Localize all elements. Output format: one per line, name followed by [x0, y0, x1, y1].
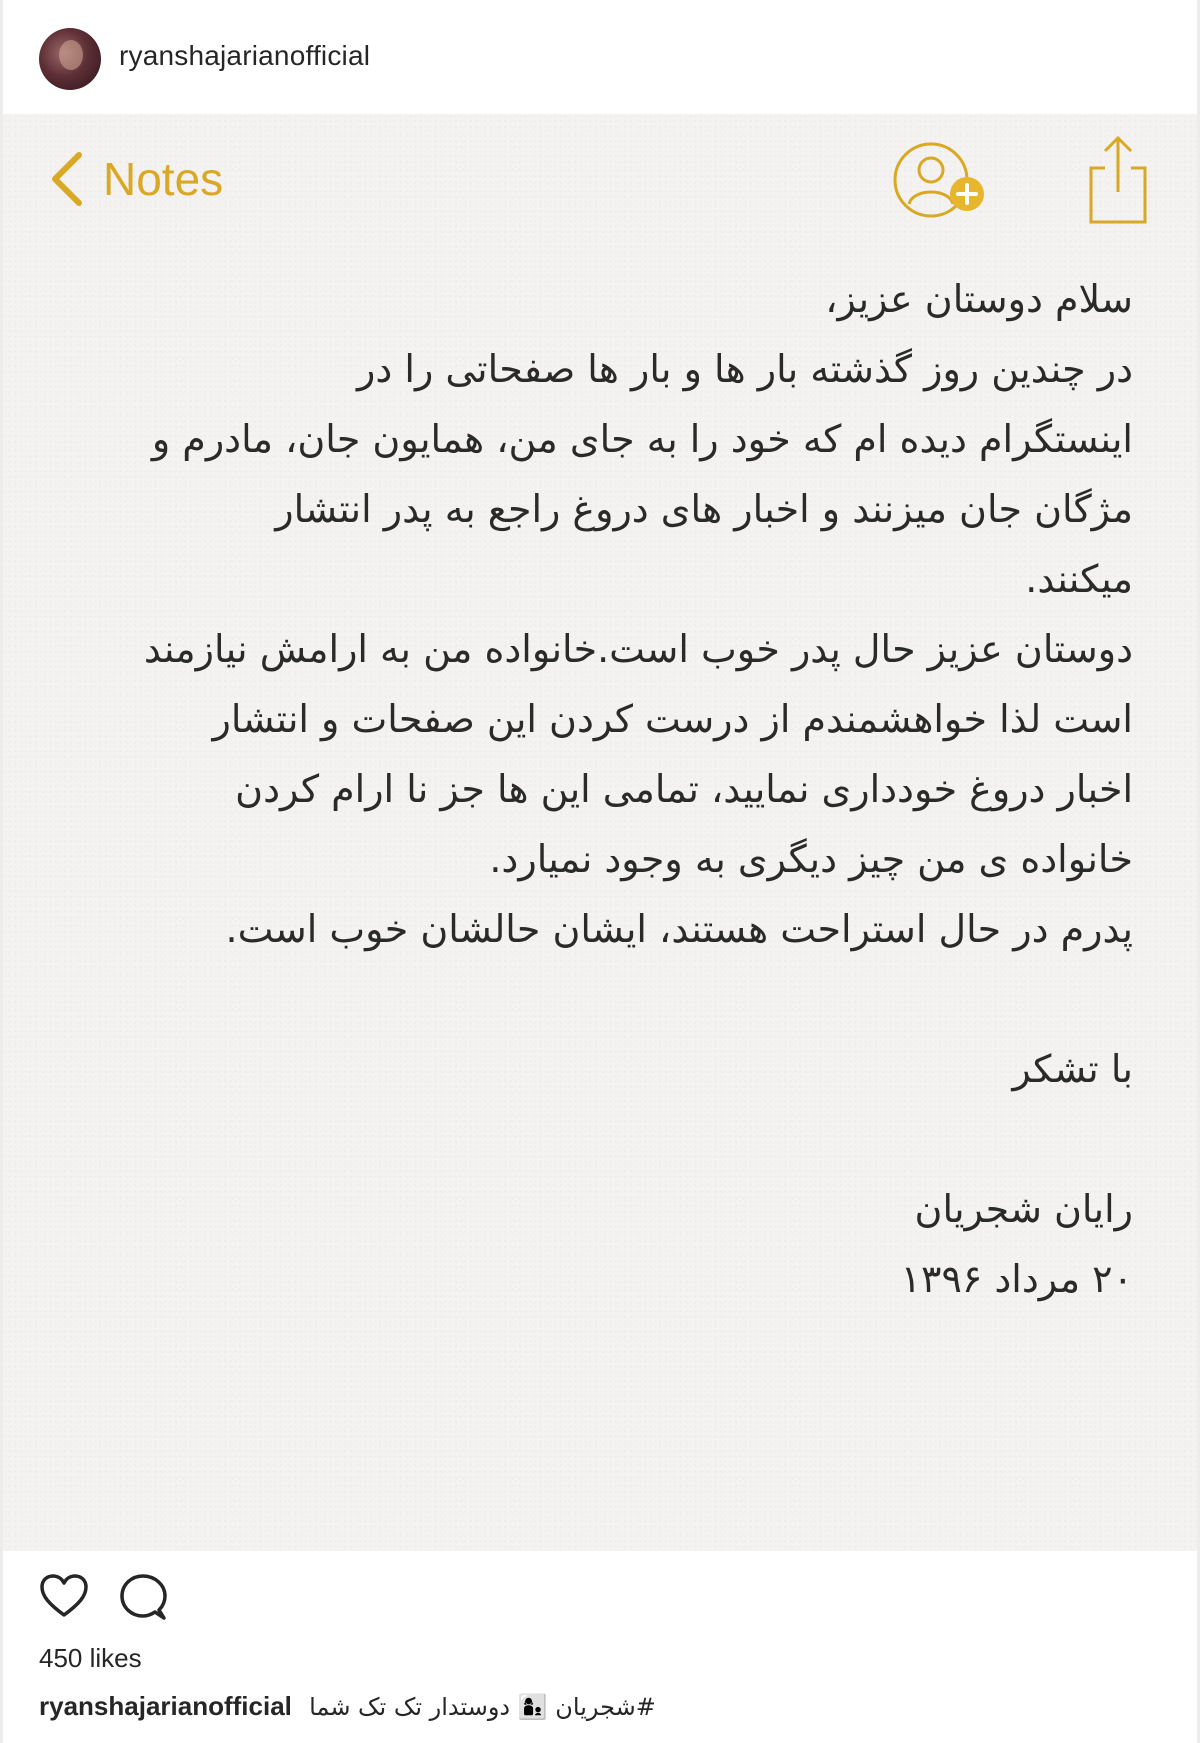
caption-username[interactable]: ryanshajarianofficial [39, 1691, 292, 1721]
post-footer [3, 1551, 1197, 1743]
avatar[interactable] [39, 28, 101, 90]
add-person-icon[interactable] [887, 136, 995, 228]
note-closing: با تشکر [1012, 1047, 1133, 1091]
caption-text: #شجریان 👩‍👦 دوستدار تک تک شما [309, 1693, 656, 1721]
post-header [3, 0, 1197, 114]
note-line: دوستان عزیز حال پدر خوب است.خانواده من به ارامش نیازمند [143, 627, 1133, 671]
note-date: ۲۰ مرداد ۱۳۹۶ [900, 1257, 1133, 1301]
note-signature: رایان شجریان [914, 1187, 1133, 1231]
note-line: در چندین روز گذشته بار ها و بار ها صفحاتی را در [357, 347, 1133, 391]
likes-count[interactable]: 450 likes [39, 1643, 142, 1673]
post-caption [39, 1691, 656, 1722]
comment-icon[interactable] [119, 1573, 167, 1621]
note-line: اخبار دروغ خودداری نمایید، تمامی این ها جز نا ارام کردن [235, 767, 1133, 811]
note-line: خانواده ی من چیز دیگری به وجود نمیارد. [489, 837, 1133, 881]
note-line: سلام دوستان عزیز، [825, 277, 1133, 321]
note-line: پدرم در حال استراحت هستند، ایشان حالشان خوب است. [225, 907, 1133, 951]
share-icon[interactable] [1087, 134, 1149, 226]
post-username[interactable]: ryanshajarianofficial [119, 40, 371, 71]
heart-icon[interactable] [39, 1573, 89, 1619]
notes-screenshot [3, 114, 1197, 1551]
chevron-left-icon [47, 149, 87, 209]
note-line: میکنند. [1025, 557, 1133, 601]
note-line: مژگان جان میزنند و اخبار های دروغ راجع به پدر انتشار [275, 487, 1133, 531]
note-line: است لذا خواهشمندم از درست کردن این صفحات و انتشار [212, 697, 1133, 741]
note-body [73, 264, 1133, 1314]
notes-back-label: Notes [103, 153, 224, 205]
notes-back-button[interactable] [47, 144, 223, 214]
note-line: اینستگرام دیده ام که خود را به جای من، همایون جان، مادرم و [151, 417, 1133, 461]
